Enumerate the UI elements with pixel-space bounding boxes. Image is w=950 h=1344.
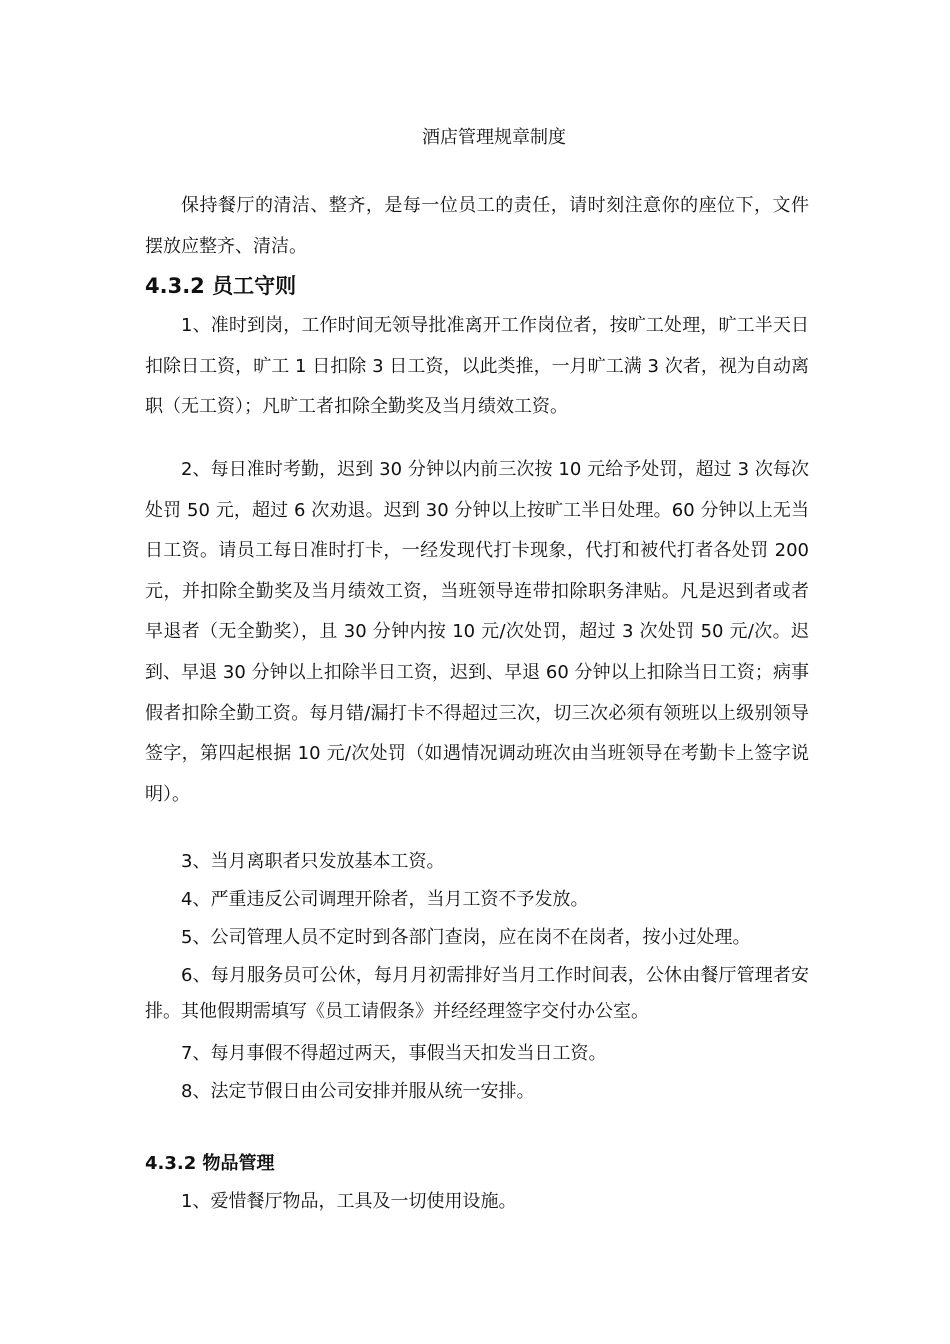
rule-item-1: 1、准时到岗，工作时间无领导批准离开工作岗位者，按旷工处理，旷工半天日扣除日工资，旷工 1 日扣除 3 日工资，以此类推，一月旷工满 3 次者，视为自动离职（无工资）；凡旷工者扣除全勤奖及当月绩效工资。 — [145, 315, 809, 418]
intro-paragraph: 保持餐厅的清洁、整齐，是每一位员工的责任，请时刻注意你的座位下，文件摆放应整齐、清洁。 — [145, 195, 809, 257]
rule-item-3: 3、当月离职者只发放基本工资。 — [181, 851, 445, 872]
document-title: 酒店管理规章制度 — [422, 127, 566, 148]
rule-item-4: 4、严重违反公司调理开除者，当月工资不予发放。 — [181, 889, 589, 910]
rule-item-5: 5、公司管理人员不定时到各部门查岗，应在岗不在岗者，按小过处理。 — [181, 927, 751, 948]
rule-item-2: 2、每日准时考勤，迟到 30 分钟以内前三次按 10 元给予处罚，超过 3 次每次处罚 50 元，超过 6 次劝退。迟到 30 分钟以上按旷工半日处理。60 分钟以上无当日工资。请员工每日准时打卡，一经发现代打卡现象，代打和被代打者各处罚 200 元，并扣除全勤奖及当月绩效工资，当班领导连带扣除职务津贴。凡是迟到者或者早退者（无全勤奖），且 30 分钟内按 10 元/次处罚，超过 3 次处罚 50 元/次。迟到、早退 30 分钟以上扣除半日工资，迟到、早退 60 分钟以上扣除当日工资；病事假者扣除全勤工资。每月错/漏打卡不得超过三次，切三次必须有领班以上级别领导签字，第四起根据 10 元/次处罚（如遇情况调动班次由当班领导在考勤卡上签字说明）。 — [145, 459, 809, 805]
rule-item-7: 7、每月事假不得超过两天，事假当天扣发当日工资。 — [181, 1043, 607, 1064]
rule-item-6: 6、每月服务员可公休，每月月初需排好当月工作时间表，公休由餐厅管理者安排。其他假期需填写《员工请假条》并经经理签字交付办公室。 — [145, 965, 809, 1022]
item-management-1: 1、爱惜餐厅物品，工具及一切使用设施。 — [181, 1191, 517, 1212]
section-heading-item-management: 4.3.2 物品管理 — [145, 1153, 275, 1174]
rule-item-8: 8、法定节假日由公司安排并服从统一安排。 — [181, 1081, 535, 1102]
section-heading-staff-rules: 4.3.2 员工守则 — [145, 274, 297, 298]
